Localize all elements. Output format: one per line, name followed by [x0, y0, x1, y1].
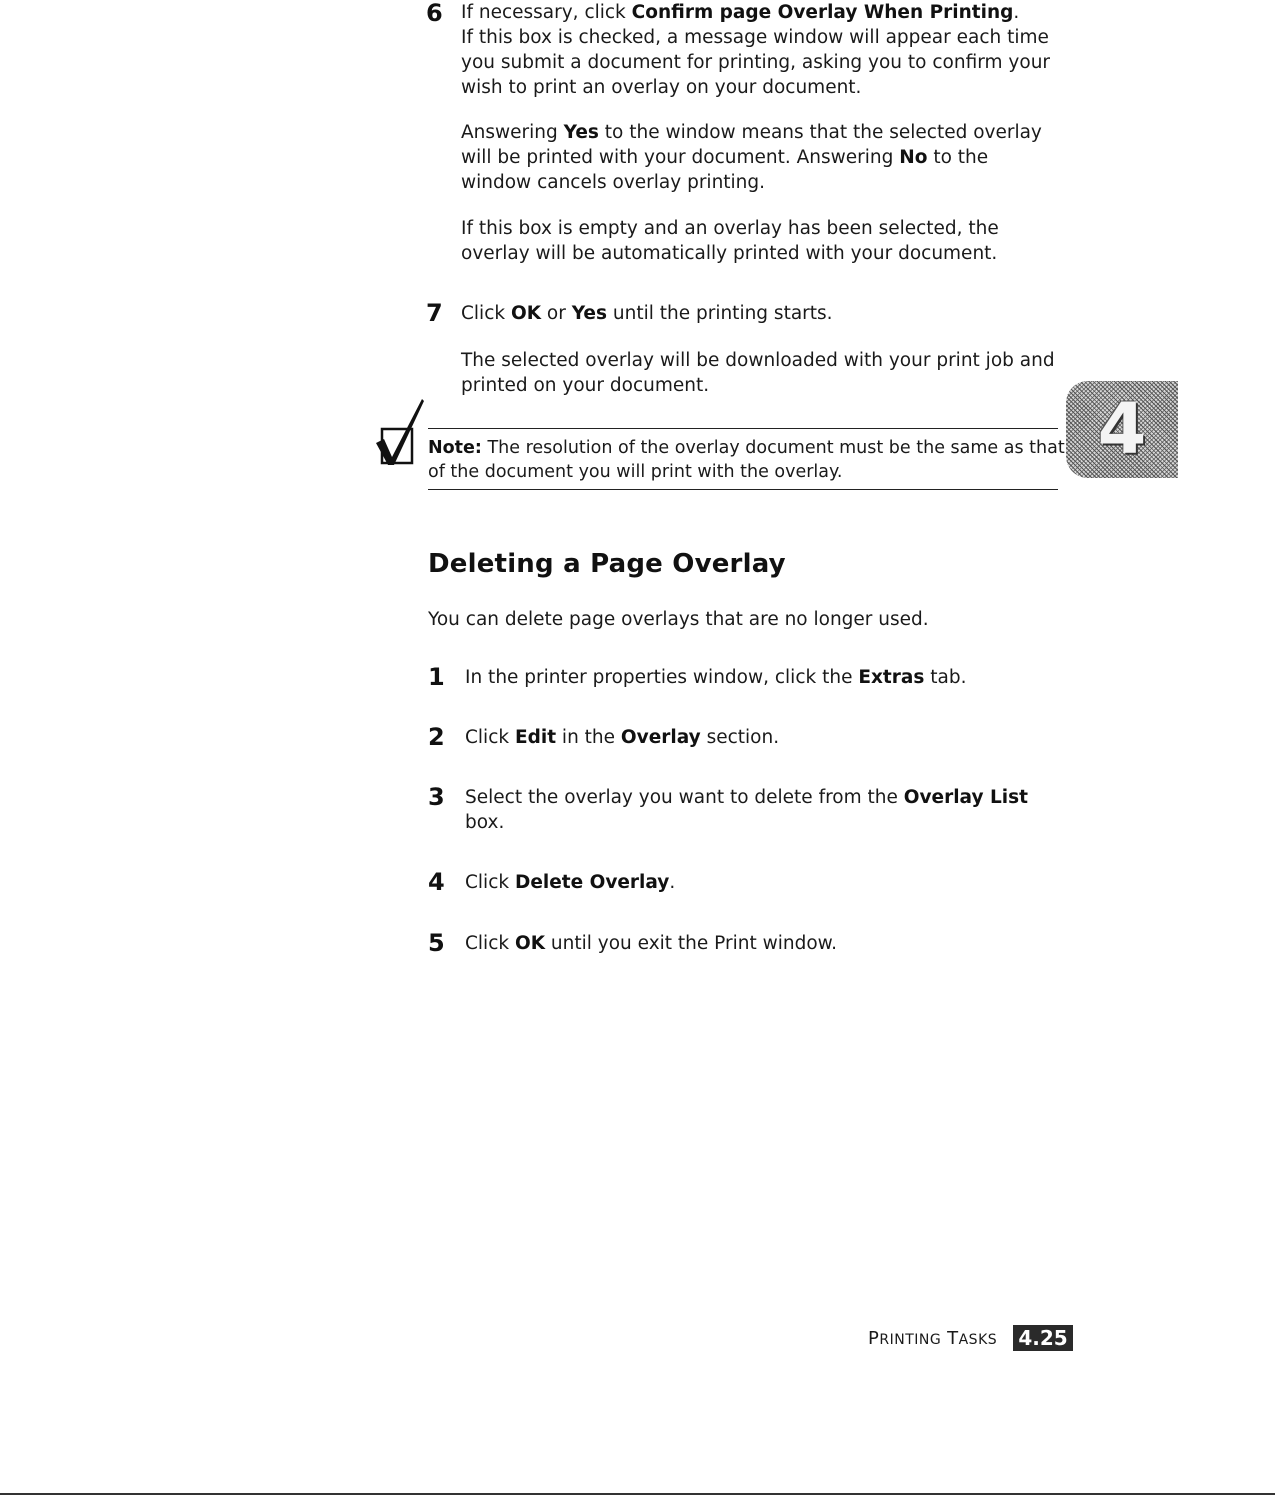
step-6-instruction: If necessary, click Confirm page Overlay When Printing.	[461, 2, 1020, 23]
page-number-badge: 4.25	[1013, 1325, 1073, 1351]
note-label: Note:	[428, 438, 482, 458]
step-7-instruction: Click OK or Yes until the printing starts.	[461, 303, 833, 324]
note-top-rule	[428, 428, 1058, 429]
delete-step-number-4: 4	[428, 868, 445, 896]
step-6-paragraph-1: If this box is checked, a message window will appear each time you submit a document for printing, asking you to confirm your wish to print an overlay on your document.	[461, 27, 1051, 98]
step-number-6: 6	[426, 0, 443, 27]
edit-button-label: Edit	[514, 727, 557, 748]
confirm-overlay-option: Confirm page Overlay When Printing	[631, 2, 1014, 23]
delete-overlay-button-label: Delete Overlay	[514, 872, 670, 893]
step-number-7: 7	[426, 299, 443, 327]
section-intro: You can delete page overlays that are no longer used.	[428, 609, 929, 630]
checkmark-note-icon	[370, 395, 428, 471]
chapter-number: 4	[1097, 388, 1147, 470]
step-6-paragraph-3: If this box is empty and an overlay has been selected, the overlay will be automatically printed with your document.	[461, 218, 999, 264]
delete-step-3: Select the overlay you want to delete from the Overlay List box.	[465, 787, 1028, 833]
overlay-list-label: Overlay List	[903, 787, 1028, 808]
delete-step-number-2: 2	[428, 723, 445, 751]
extras-tab-label: Extras	[858, 667, 925, 688]
delete-step-1: In the printer properties window, click the Extras tab.	[465, 667, 967, 688]
delete-step-2: Click Edit in the Overlay section.	[465, 727, 780, 748]
note-bottom-rule	[428, 489, 1058, 490]
delete-step-5: Click OK until you exit the Print window.	[465, 933, 837, 954]
delete-step-number-5: 5	[428, 929, 445, 957]
delete-step-number-1: 1	[428, 663, 445, 691]
note-text: Note: The resolution of the overlay document must be the same as that of the document you will print with the overlay.	[428, 438, 1065, 482]
delete-step-4: Click Delete Overlay.	[465, 872, 676, 893]
footer-section-label: PRINTING TASKS	[868, 1328, 998, 1349]
section-heading: Deleting a Page Overlay	[428, 549, 786, 579]
chapter-tab	[1066, 381, 1178, 478]
step-7-paragraph: The selected overlay will be downloaded with your print job and printed on your document.	[461, 350, 1055, 396]
delete-step-number-3: 3	[428, 783, 445, 811]
step-6-paragraph-2: Answering Yes to the window means that the selected overlay will be printed with your document. Answering No to the window cancels overlay printing.	[461, 122, 1042, 193]
ok-button-label: OK	[514, 933, 546, 954]
